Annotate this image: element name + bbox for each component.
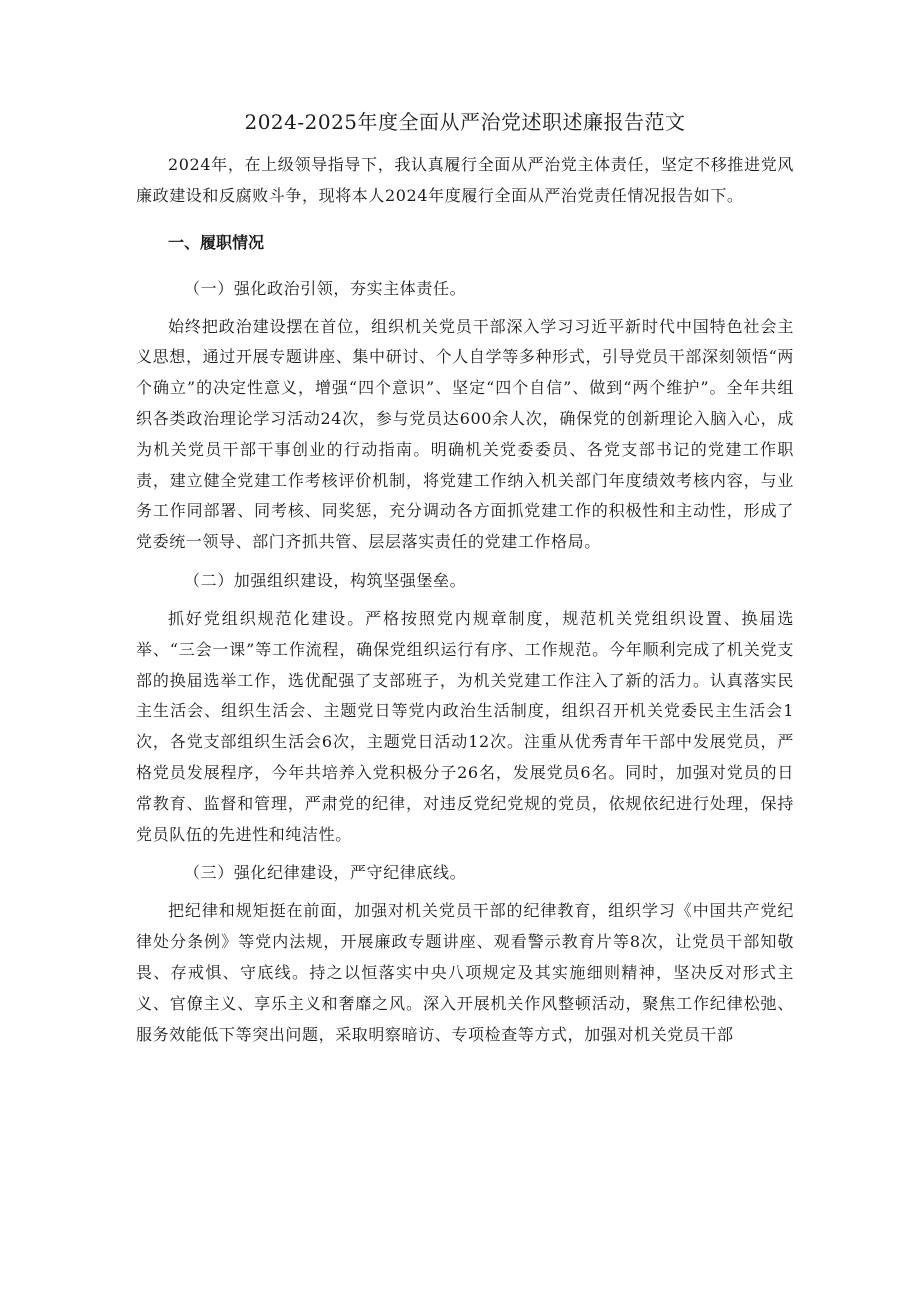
subsection-heading-1: （一）强化政治引领，夯实主体责任。 xyxy=(184,278,467,298)
document-title: 2024-2025年度全面从严治党述职述廉报告范文 xyxy=(244,110,686,134)
subsection-body-2: 抓好党组织规范化建设。严格按照党内规章制度，规范机关党组织设置、换届选举、“三会一课”等工作流程，确保党组织运行有序、工作规范。今年顺利完成了机关党支部的换届选举工作，选优配强了支部班子，为机关党建工作注入了新的活力。认真落实民主生活会、组织生活会、主题党日等党内政治生活制度，组织召开机关党委民主生活会1次，各党支部组织生活会6次，主题党日活动12次。注重从优秀青年干部中发展党员，严格党员发展程序，今年共培养入党积极分子26名，发展党员6名。同时，加强对党员的日常教育、监督和管理，严肃党的纪律，对违反党纪党规的党员，依规依纪进行处理，保持党员队伍的先进性和纯洁性。 xyxy=(136,608,794,844)
subsection-body-1: 始终把政治建设摆在首位，组织机关党员干部深入学习习近平新时代中国特色社会主义思想，通过开展专题讲座、集中研讨、个人自学等多种形式，引导党员干部深刻领悟“两个确立”的决定性意义，增强“四个意识”、坚定“四个自信”、做到“两个维护”。全年共组织各类政治理论学习活动24次，参与党员达600余人次，确保党的创新理论入脑入心，成为机关党员干部干事创业的行动指南。明确机关党委委员、各党支部书记的党建工作职责，建立健全党建工作考核评价机制，将党建工作纳入机关部门年度绩效考核内容，与业务工作同部署、同考核、同奖惩，充分调动各方面抓党建工作的积极性和主动性，形成了党委统一领导、部门齐抓共管、层层落实责任的党建工作格局。 xyxy=(136,316,794,552)
subsection-heading-2: （二）加强组织建设，构筑坚强堡垒。 xyxy=(184,570,467,590)
section-heading-performance: 一、履职情况 xyxy=(168,232,265,252)
subsection-body-3: 把纪律和规矩挺在前面，加强对机关党员干部的纪律教育，组织学习《中国共产党纪律处分条例》等党内法规，开展廉政专题讲座、观看警示教育片等8次，让党员干部知敬畏、存戒惧、守底线。持之以恒落实中央八项规定及其实施细则精神，坚决反对形式主义、官僚主义、享乐主义和奢靡之风。深入开展机关作风整顿活动，聚焦工作纪律松弛、服务效能低下等突出问题，采取明察暗访、专项检查等方式，加强对机关党员干部 xyxy=(136,901,794,1044)
subsection-heading-3: （三）强化纪律建设，严守纪律底线。 xyxy=(184,863,467,883)
intro-paragraph: 2024年，在上级领导指导下，我认真履行全面从严治党主体责任，坚定不移推进党风廉政建设和反腐败斗争，现将本人2024年度履行全面从严治党责任情况报告如下。 xyxy=(136,155,794,205)
